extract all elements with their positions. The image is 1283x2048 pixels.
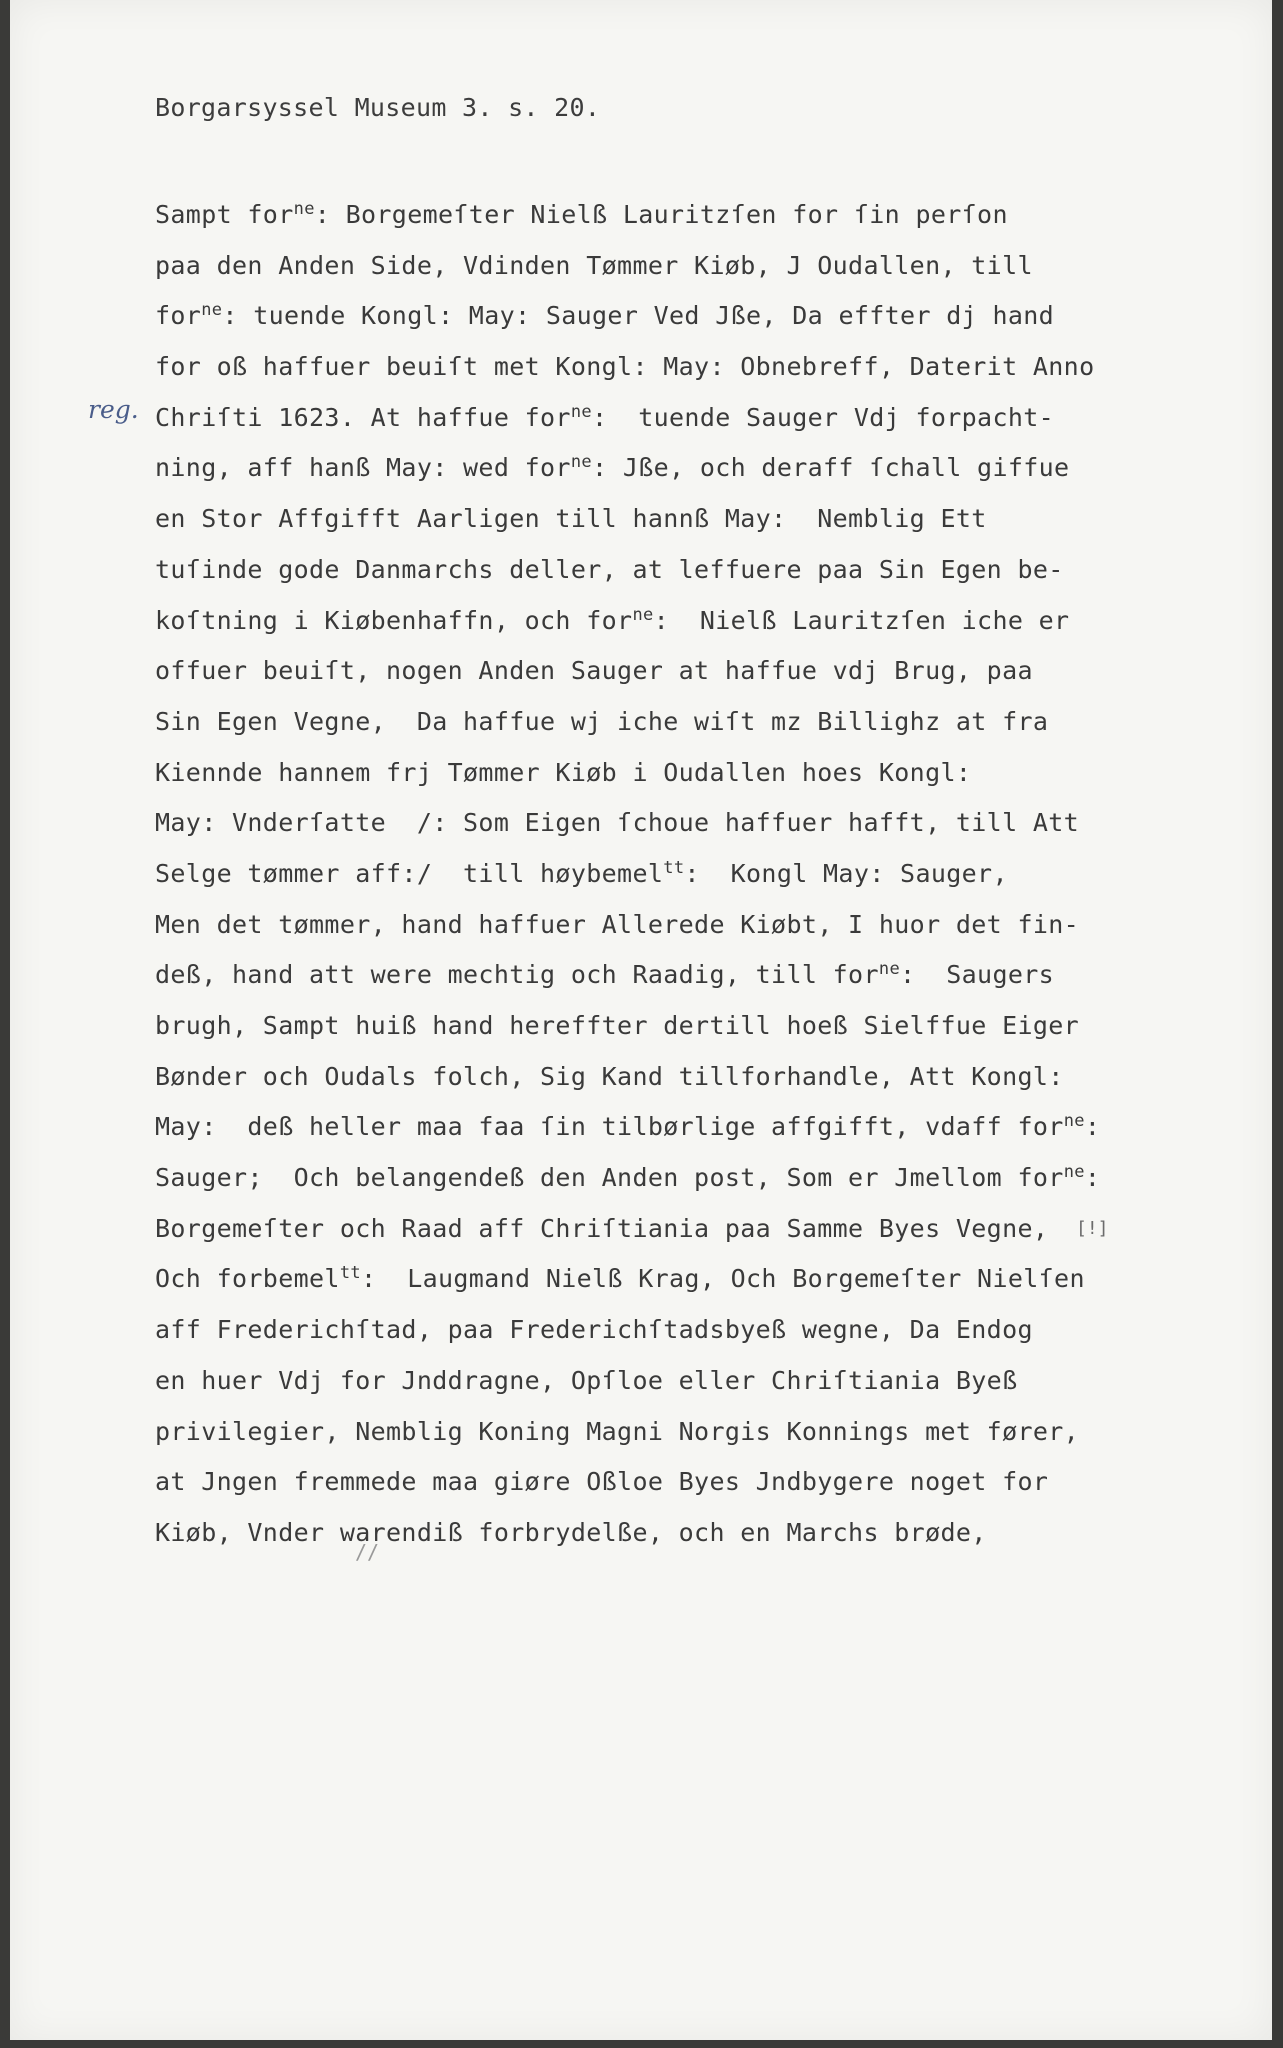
text-line xyxy=(155,342,1155,393)
text-segment: May: deß heller maa faa ſin tilbørlige affgifft, vdaff for xyxy=(155,1112,1064,1142)
text-segment: : Nielß Lauritzſen iche er xyxy=(653,605,1070,635)
text-segment: : xyxy=(1084,1112,1101,1142)
text-line xyxy=(155,596,1155,647)
text-line xyxy=(155,190,1155,241)
text-line xyxy=(155,1204,1155,1255)
text-segment: deß, hand att were mechtig och Raadig, till for xyxy=(155,960,879,990)
text-segment: for xyxy=(155,301,202,331)
text-segment: privilegier, Nemblig Koning Magni Norgis Konnings met fører, xyxy=(155,1416,1080,1446)
text-line xyxy=(155,545,1155,596)
transcription-body xyxy=(155,190,1155,1559)
superscript-abbrev: ne xyxy=(1063,1162,1085,1183)
text-line xyxy=(155,241,1155,292)
text-line xyxy=(155,849,1155,900)
text-segment: brugh, Sampt huiß hand hereffter dertill hoeß Sielffue Eiger xyxy=(155,1011,1080,1040)
text-segment: : xyxy=(1084,1163,1101,1193)
superscript-abbrev: ne xyxy=(878,959,901,980)
text-segment: Chriſti 1623. At haffue for xyxy=(155,402,571,432)
superscript-abbrev: ne xyxy=(632,604,654,625)
text-line xyxy=(155,1153,1155,1204)
text-line xyxy=(155,443,1155,494)
text-segment: Bønder och Oudals folch, Sig Kand tillforhandle, Att Kongl: xyxy=(155,1061,1064,1091)
text-segment: ning, aff hanß May: wed for xyxy=(155,453,571,483)
text-segment: Sampt for xyxy=(155,200,294,229)
text-segment: May: Vnderſatte /: Som Eigen ſchoue haffuer hafft, till Att xyxy=(155,808,1080,838)
text-line xyxy=(155,1356,1155,1407)
text-segment: Kiennde hannem frj Tømmer Kiøb i Oudallen hoes Kongl: xyxy=(155,757,972,787)
text-line xyxy=(155,1305,1155,1356)
text-line xyxy=(155,1457,1155,1508)
text-segment: Sin Egen Vegne, Da haffue wj iche wiſt mz Billighz at fra xyxy=(155,706,1049,736)
text-segment: : tuende Kongl: May: Sauger Ved Jße, Da effter dj hand xyxy=(222,301,1055,331)
stray-pencil-mark: // xyxy=(355,1540,380,1564)
text-segment: Kiøb, Vnder warendiß forbrydelße, och en Marchs brøde, xyxy=(155,1517,987,1547)
text-segment: : Saugers xyxy=(900,960,1055,990)
text-segment: Borgemeſter och Raad aff Chriſtiania paa Samme Byes Vegne, xyxy=(155,1213,1049,1243)
page-header: Borgarsyssel Museum 3. s. 20. xyxy=(155,93,601,122)
text-line xyxy=(155,697,1155,748)
text-line xyxy=(155,646,1155,697)
superscript-abbrev: ne xyxy=(1063,1111,1085,1132)
text-line xyxy=(155,1052,1155,1103)
text-line xyxy=(155,798,1155,849)
side-annotation-mark: [!] xyxy=(1076,1218,1109,1239)
text-line xyxy=(155,900,1155,951)
text-segment: : Laugmand Nielß Krag, Och Borgemeſter Nielſen xyxy=(361,1264,1085,1294)
superscript-abbrev: ne xyxy=(570,452,593,473)
superscript-abbrev: ne xyxy=(293,199,315,219)
text-line xyxy=(155,1254,1155,1305)
text-line xyxy=(155,291,1155,342)
text-segment: en Stor Affgifft Aarligen till hannß May: Nemblig Ett xyxy=(155,504,987,534)
document-page xyxy=(10,0,1272,2040)
text-segment: for oß haffuer beuiſt met Kongl: May: Obnebreff, Daterit Anno xyxy=(155,352,1095,382)
text-segment: : Borgemeſter Nielß Lauritzſen for ſin perſon xyxy=(314,200,1008,229)
text-segment: at Jngen fremmede maa giøre Oßloe Byes Jndbygere noget for xyxy=(155,1467,1049,1497)
text-segment: offuer beuiſt, nogen Anden Sauger at haffue vdj Brug, paa xyxy=(155,656,1033,686)
margin-note-handwritten: reg. xyxy=(88,395,139,424)
text-segment: Och forbemel xyxy=(155,1264,340,1294)
text-line xyxy=(155,393,1155,444)
text-segment: Men det tømmer, hand haffuer Allerede Kiøbt, I huor det fin- xyxy=(155,909,1080,939)
superscript-abbrev: ne xyxy=(201,300,223,321)
text-line xyxy=(155,1001,1155,1052)
text-line xyxy=(155,1407,1155,1458)
text-segment: paa den Anden Side, Vdinden Tømmer Kiøb, J Oudallen, till xyxy=(155,250,1033,280)
text-segment: : Jße, och deraff ſchall giffue xyxy=(592,453,1070,483)
text-segment: Sauger; Och belangendeß den Anden post, Som er Jmellom for xyxy=(155,1163,1064,1193)
text-segment: koſtning i Kiøbenhaffn, och for xyxy=(155,605,633,635)
superscript-abbrev: ne xyxy=(570,401,593,422)
text-line xyxy=(155,494,1155,545)
text-segment: tuſinde gode Danmarchs deller, at leffuere paa Sin Egen be- xyxy=(155,554,1064,584)
text-line xyxy=(155,1508,1155,1559)
text-segment: en huer Vdj for Jnddragne, Opſloe eller Chriſtiania Byeß xyxy=(155,1365,1018,1395)
text-line xyxy=(155,1102,1155,1153)
superscript-abbrev: tt xyxy=(339,1263,361,1284)
text-line xyxy=(155,748,1155,799)
text-segment: : tuende Sauger Vdj forpacht- xyxy=(592,402,1055,432)
text-segment: : Kongl May: Sauger, xyxy=(684,858,1008,888)
text-segment: Selge tømmer aff:/ till høybemel xyxy=(155,858,664,888)
text-line xyxy=(155,950,1155,1001)
superscript-abbrev: tt xyxy=(663,857,685,878)
text-segment: aff Frederichſtad, paa Frederichſtadsbyeß wegne, Da Endog xyxy=(155,1315,1033,1345)
